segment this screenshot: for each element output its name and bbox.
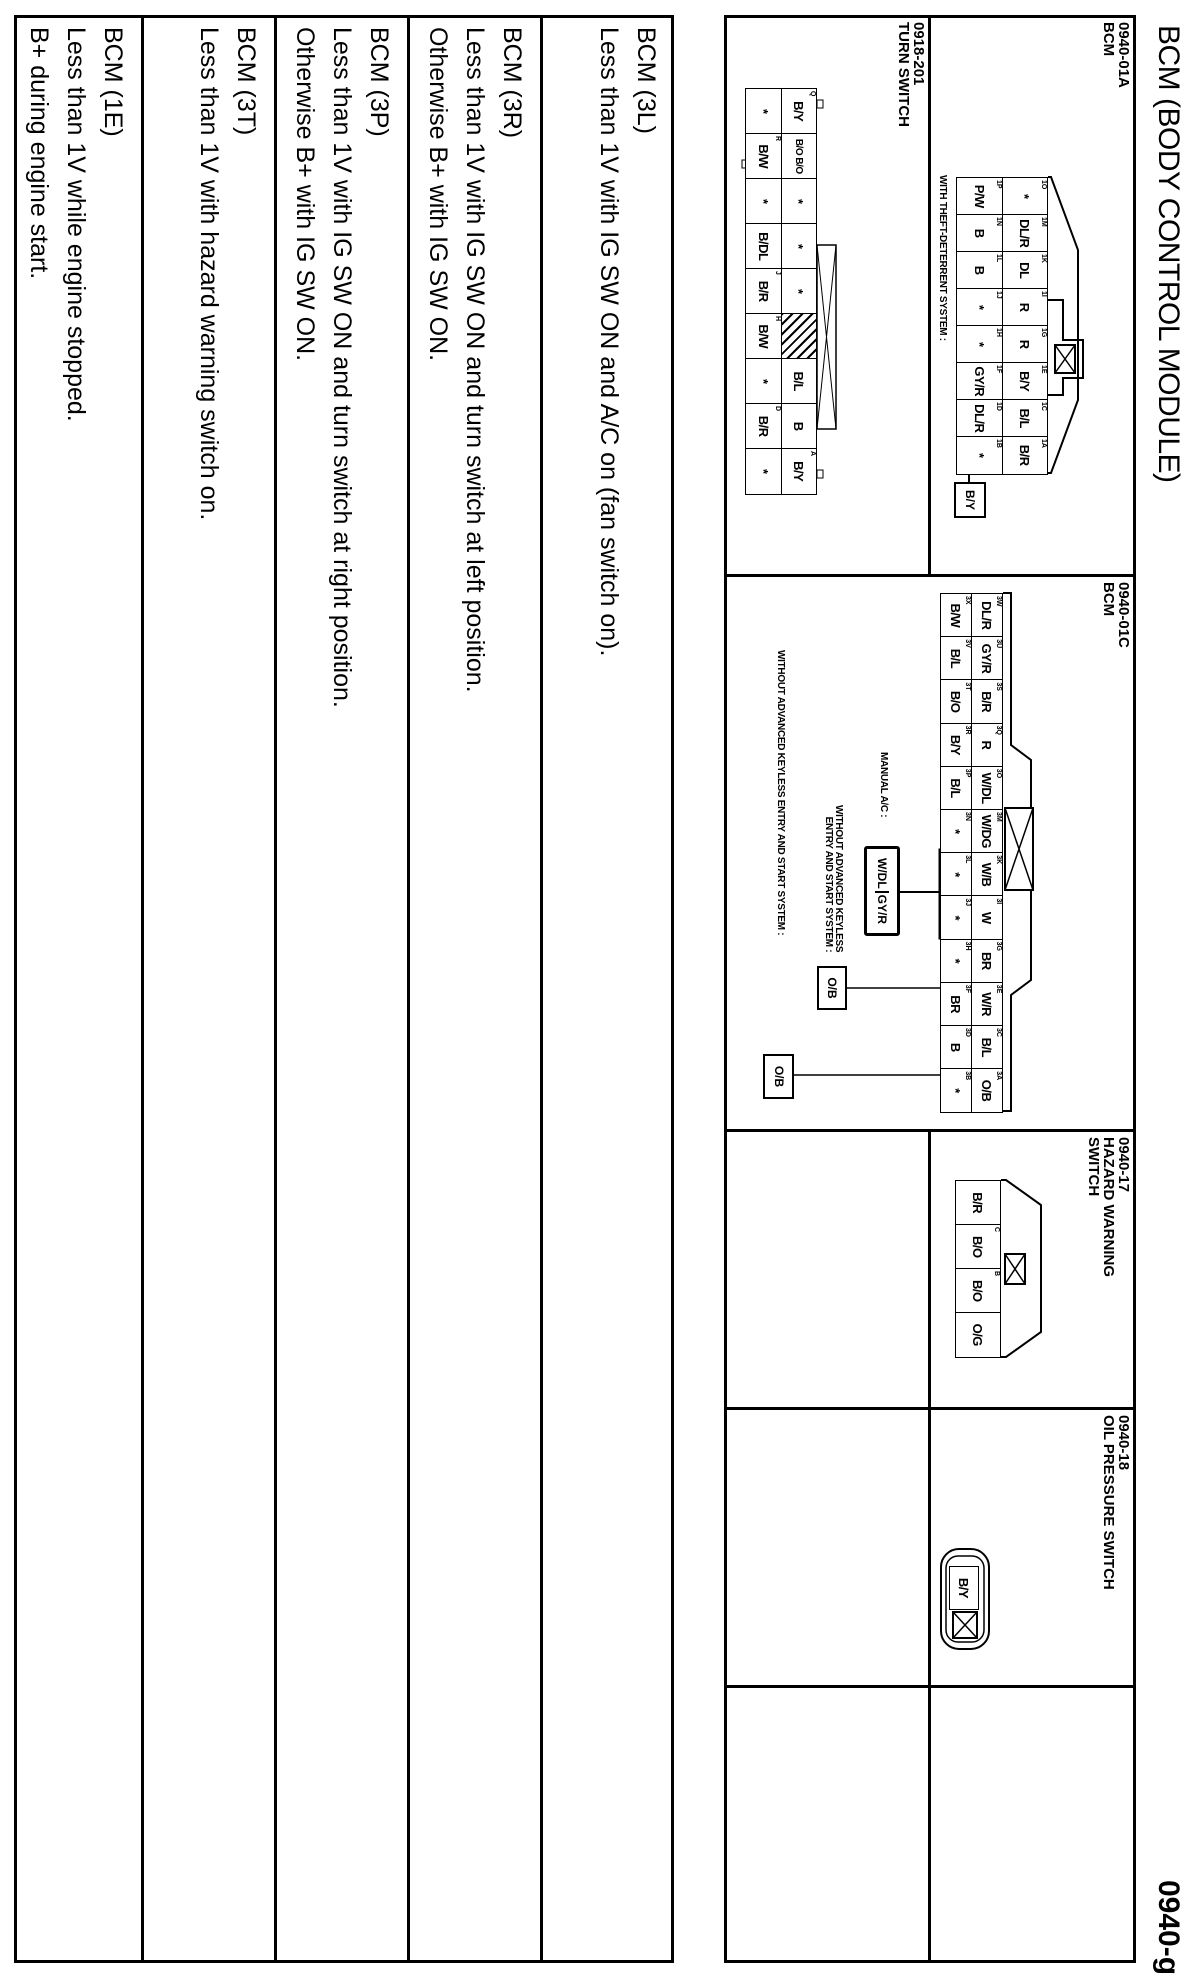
terminal-cell xyxy=(746,133,783,180)
wire-color: * xyxy=(755,108,771,114)
wire-color: BR xyxy=(978,952,994,970)
connector-label-0918-201 xyxy=(896,22,926,127)
wire-color: GY/R xyxy=(978,643,994,674)
terminal-cell xyxy=(971,636,1003,681)
wire-color: * xyxy=(790,243,806,249)
condition-text: Otherwise B+ with IG SW ON. xyxy=(291,27,319,362)
wire-color: B/Y xyxy=(948,734,964,756)
wire-color: * xyxy=(755,378,771,384)
terminal-cell xyxy=(941,982,973,1027)
pin-number: 1C xyxy=(1040,402,1047,411)
terminal-cell xyxy=(957,362,1004,401)
pin-number: H xyxy=(774,316,781,322)
condition-row xyxy=(14,15,144,1963)
condition-row xyxy=(543,15,674,1963)
wire-color: B/L xyxy=(1016,408,1032,428)
terminal-cell xyxy=(746,403,783,450)
terminal-cell xyxy=(957,436,1004,475)
terminal-name: BCM (3R) xyxy=(498,27,526,139)
terminal-cell xyxy=(781,268,818,315)
wire-color: B/L xyxy=(790,371,806,391)
pin-number: 3U xyxy=(995,639,1002,649)
pin-number: 3N xyxy=(964,812,972,821)
wire-color: R xyxy=(1016,302,1032,312)
pin-number: 1I xyxy=(1040,291,1047,297)
wire-color: W xyxy=(978,911,994,924)
terminal-cell xyxy=(1002,251,1049,290)
wire-color: BR xyxy=(948,995,964,1014)
wire-color: B/O B/O xyxy=(792,138,804,174)
page-number: 0940-g xyxy=(1152,1880,1185,1976)
pin-number: D xyxy=(774,406,781,412)
wire-color: DL xyxy=(1016,262,1032,279)
pin-number: C xyxy=(993,1227,1000,1233)
pin-number: 1D xyxy=(995,402,1002,411)
wire-color: B/R xyxy=(1016,444,1032,466)
terminal-cell xyxy=(941,593,973,638)
terminal-cell xyxy=(1002,399,1049,438)
wire-color: * xyxy=(755,198,771,204)
pin-number: 3W xyxy=(995,596,1002,607)
terminal-cell xyxy=(971,939,1003,984)
terminal-cell xyxy=(746,178,783,225)
wire-color: W/DG xyxy=(978,814,994,849)
wire-color: * xyxy=(948,872,964,877)
pin-number: Q xyxy=(809,91,816,97)
wire-color: B/O xyxy=(948,690,964,713)
pin-number: 3V xyxy=(964,639,972,648)
wire-color: * xyxy=(948,829,964,834)
terminal-cell xyxy=(957,399,1004,438)
pin-number: J xyxy=(774,271,781,275)
terminal-cell xyxy=(746,88,783,135)
terminal-cell xyxy=(781,88,818,135)
terminal-cell xyxy=(1002,288,1049,327)
pin-number: 1K xyxy=(1040,254,1047,263)
pin-number: 3F xyxy=(964,984,972,993)
manual-ac-wires xyxy=(864,846,900,936)
connector-id: 0940-01C xyxy=(1115,582,1132,648)
connector-name: OIL PRESSURE SWITCH xyxy=(1100,1415,1117,1590)
connector-name: TURN SWITCH xyxy=(895,22,912,127)
wire-color: O/G xyxy=(970,1323,985,1346)
pin-number: 1H xyxy=(995,328,1002,337)
pin-number: 3G xyxy=(995,941,1002,951)
pin-number: 3M xyxy=(995,812,1002,822)
pin-number: 3H xyxy=(964,941,972,951)
pin-number: 1M xyxy=(1040,217,1047,227)
connector-0940-18-cell xyxy=(949,1566,979,1610)
condition-row xyxy=(410,15,543,1963)
wire-color: B xyxy=(790,421,806,431)
manual-ac-note: MANUAL A/C : xyxy=(878,752,889,818)
terminal-cell xyxy=(746,223,783,270)
pin-number: 1O xyxy=(1040,180,1047,190)
without-keyless-wire-2: O/B xyxy=(763,1054,794,1099)
connector-name: SWITCH xyxy=(1085,1137,1102,1197)
theft-deterrent-note: WITH THEFT-DETERRENT SYSTEM : xyxy=(937,175,948,341)
wire-color: * xyxy=(948,1088,964,1093)
terminal-cell xyxy=(1002,436,1049,475)
connector-id: 0940-18 xyxy=(1115,1415,1132,1471)
manual-ac-wire-1: W/DL xyxy=(875,858,889,889)
wire-color: * xyxy=(1016,193,1032,199)
wire-color: * xyxy=(790,288,806,294)
terminal-cell xyxy=(956,1224,1002,1270)
without-keyless-wire-1: O/B xyxy=(817,966,847,1010)
pin-number: 3P xyxy=(964,768,972,778)
terminal-cell xyxy=(957,177,1004,216)
pin-number: 3D xyxy=(964,1028,972,1037)
pin-number: 3S xyxy=(995,682,1002,691)
terminal-name: BCM (1E) xyxy=(99,27,127,137)
wire-color: * xyxy=(948,915,964,921)
wire-color: B/L xyxy=(978,1037,994,1058)
pin-number: 1N xyxy=(995,217,1002,226)
pin-number: 3E xyxy=(995,984,1002,994)
wire-color: B/W xyxy=(755,144,771,169)
connector-id: 0918-201 xyxy=(910,22,927,86)
terminal-cell xyxy=(971,593,1003,638)
wire-color: O/B xyxy=(978,1079,994,1102)
terminal-cell xyxy=(941,939,973,984)
pin-number: 1A xyxy=(1040,439,1047,448)
pin-number: B xyxy=(993,1271,1000,1277)
terminal-cell xyxy=(941,1068,973,1113)
terminal-cell xyxy=(1002,177,1049,216)
connector-label-0940-17 xyxy=(1086,1137,1131,1277)
wire-color: P/W xyxy=(971,184,987,208)
page-title: BCM (BODY CONTROL MODULE) xyxy=(1152,25,1185,483)
pin-number: 3L xyxy=(964,855,972,864)
wire-color: W/DL xyxy=(978,772,994,804)
terminal-name: BCM (3P) xyxy=(365,27,393,137)
connector-name: BCM xyxy=(1100,582,1117,617)
wire-color: * xyxy=(755,468,771,474)
terminal-cell xyxy=(746,268,783,315)
condition-text: Less than 1V with IG SW ON and turn switch at right position. xyxy=(328,27,356,708)
wire-color: DL/R xyxy=(1016,219,1032,248)
condition-text: Less than 1V with hazard warning switch on. xyxy=(195,27,223,521)
wire-color: B/Y xyxy=(790,461,806,482)
connector-id: 0940-01A xyxy=(1115,22,1132,88)
wire-color: B xyxy=(971,265,987,275)
terminal-cell xyxy=(941,723,973,768)
wire-color: * xyxy=(790,198,806,204)
terminal-cell xyxy=(781,223,818,270)
wire-color: B/Y xyxy=(790,101,806,122)
terminal-cell xyxy=(781,133,818,180)
terminal-cell xyxy=(781,448,818,495)
theft-deterrent-wire: B/Y xyxy=(954,482,986,518)
terminal-cell xyxy=(941,852,973,897)
pin-number: 3Q xyxy=(995,725,1002,735)
terminal-cell xyxy=(971,895,1003,940)
terminal-cell xyxy=(956,1180,1002,1226)
wire-color: B xyxy=(971,228,987,238)
wire-color: B/O xyxy=(970,1279,985,1302)
terminal-name: BCM (3L) xyxy=(632,27,660,134)
connector-id: 0940-17 xyxy=(1115,1137,1132,1193)
without-keyless-note-1 xyxy=(823,805,843,952)
terminal-cell xyxy=(941,679,973,724)
terminal-cell xyxy=(956,1312,1002,1358)
wire-color: * xyxy=(971,452,987,458)
terminal-cell xyxy=(971,1068,1003,1113)
terminal-cell xyxy=(971,679,1003,724)
condition-text: Less than 1V with IG SW ON and A/C on (fan switch on). xyxy=(595,27,623,657)
terminal-cell xyxy=(941,766,973,811)
wire-color: * xyxy=(948,958,964,964)
wire-color: B/O xyxy=(970,1235,985,1258)
terminal-cell xyxy=(971,766,1003,811)
terminal-cell xyxy=(971,723,1003,768)
terminal-cell xyxy=(746,358,783,405)
terminal-cell xyxy=(971,1025,1003,1070)
terminal-cell xyxy=(941,636,973,681)
terminal-cell xyxy=(1002,362,1049,401)
wire-color: B/Y xyxy=(1016,371,1032,392)
pin-number: 3I xyxy=(995,898,1002,905)
terminal-cell xyxy=(957,214,1004,253)
connector-label-0940-18 xyxy=(1101,1415,1131,1590)
wire-color: B/W xyxy=(755,324,771,349)
wire-color: B/Y xyxy=(955,1577,971,1599)
terminal-cell xyxy=(957,251,1004,290)
wire-color: * xyxy=(971,341,987,347)
wire-color: W/B xyxy=(978,862,994,887)
pin-number: 3K xyxy=(995,855,1002,865)
without-keyless-note-2: WITHOUT ADVANCED KEYLESS ENTRY AND START SYSTEM : xyxy=(775,650,786,936)
terminal-cell xyxy=(957,325,1004,364)
terminal-cell xyxy=(781,313,818,360)
connector-name: BCM xyxy=(1100,22,1117,57)
condition-text: Otherwise B+ with IG SW ON. xyxy=(424,27,452,362)
pin-number: 1F xyxy=(995,365,1002,374)
terminal-cell xyxy=(1002,325,1049,364)
terminal-cell xyxy=(1002,214,1049,253)
note-line: WITHOUT ADVANCED KEYLESS xyxy=(833,805,844,953)
wire-color: W/R xyxy=(978,992,994,1017)
wire-color: R xyxy=(1016,339,1032,349)
connector-name: HAZARD WARNING xyxy=(1100,1137,1117,1277)
terminal-cell xyxy=(971,809,1003,854)
pin-number: 3O xyxy=(995,768,1002,779)
note-line: ENTRY AND START SYSTEM : xyxy=(823,816,834,953)
pin-number: 1P xyxy=(995,180,1002,189)
wire-color: R xyxy=(978,740,994,750)
wire-color: DL/R xyxy=(971,404,987,433)
terminal-cell xyxy=(941,1025,973,1070)
wire-color: B xyxy=(948,1042,964,1052)
pin-number: 1G xyxy=(1040,328,1047,338)
pin-number: 1J xyxy=(995,291,1002,299)
pin-number: 3T xyxy=(964,682,972,691)
pin-number: 3J xyxy=(964,898,972,907)
terminal-cell xyxy=(746,448,783,495)
terminal-name: BCM (3T) xyxy=(232,27,260,136)
terminal-cell xyxy=(746,313,783,360)
wire-color: B/DL xyxy=(755,232,771,261)
connector-label-0940-01c xyxy=(1101,582,1131,648)
wire-color: B/R xyxy=(978,691,994,713)
terminal-cell xyxy=(781,403,818,450)
wire-color: DL/R xyxy=(978,601,994,630)
condition-text: Less than 1V while engine stopped. xyxy=(62,27,90,422)
wire-color: B/R xyxy=(755,280,771,302)
terminal-cell xyxy=(781,358,818,405)
terminal-cell xyxy=(941,895,973,940)
wire-color: B/W xyxy=(948,603,964,628)
wire-color: B/R xyxy=(755,415,771,437)
pin-number: 1B xyxy=(995,439,1002,448)
terminal-cell xyxy=(781,178,818,225)
pin-number: 1E xyxy=(1040,365,1047,374)
terminal-cell xyxy=(971,852,1003,897)
pin-number: 3X xyxy=(964,596,972,605)
manual-ac-wire-2: GY/R xyxy=(875,894,889,924)
pin-number: 1L xyxy=(995,254,1002,263)
condition-row xyxy=(144,15,277,1963)
wire-color: * xyxy=(971,304,987,310)
wire-color: GY/R xyxy=(971,366,987,397)
wire-color: B/L xyxy=(948,778,964,798)
condition-text: B+ during engine start. xyxy=(25,27,53,280)
wire-color: B/R xyxy=(970,1192,985,1214)
terminal-cell xyxy=(941,809,973,854)
terminal-cell xyxy=(956,1268,1002,1314)
terminal-cell xyxy=(971,982,1003,1027)
condition-row xyxy=(277,15,410,1963)
wire-color: B/L xyxy=(948,648,964,669)
pin-number: 3A xyxy=(995,1071,1002,1081)
pin-number: 3B xyxy=(964,1071,972,1081)
terminal-cell xyxy=(957,288,1004,327)
pin-number: 3R xyxy=(964,725,972,735)
pin-number: R xyxy=(774,136,781,142)
pin-number: A xyxy=(809,451,816,457)
pin-number: 3C xyxy=(995,1028,1002,1037)
condition-text: Less than 1V with IG SW ON and turn switch at left position. xyxy=(461,27,489,693)
